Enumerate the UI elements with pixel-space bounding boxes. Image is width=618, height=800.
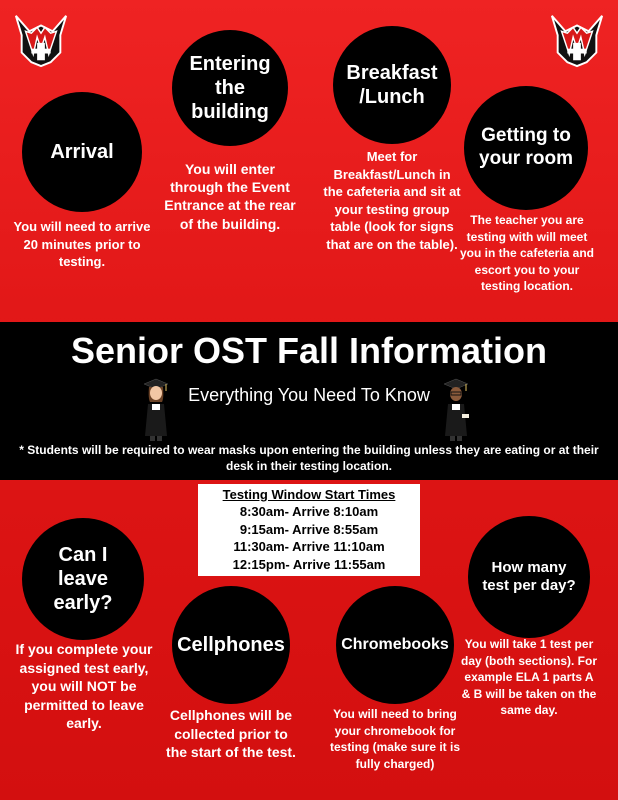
graduate-student-icon	[440, 376, 472, 442]
leave-early-text: If you complete your assigned test early, you will NOT be permitted to leave early.	[15, 641, 153, 732]
getting-to-room-text: The teacher you are testing with will meet you in the cafeteria and escort you to your testing location.	[459, 213, 595, 294]
testing-window-title: Testing Window Start Times	[222, 487, 396, 502]
mask-requirement-note: * Students will be required to wear masks upon entering the building unless they are eating or at their desk in their testing location.	[19, 443, 599, 474]
chromebooks-circle	[336, 586, 454, 704]
testing-time-row: 12:15pm- Arrive 11:55am	[232, 556, 386, 572]
hm-mascot-logo-icon	[12, 10, 70, 68]
cellphones-text: Cellphones will be collected prior to the start of the test.	[166, 707, 296, 761]
chromebooks-heading: Chromebooks	[341, 636, 449, 654]
getting-to-room-heading: Getting to your room	[479, 125, 573, 169]
breakfast-lunch-circle	[333, 26, 451, 144]
tests-per-day-heading: How many test per day?	[482, 559, 576, 594]
getting-to-room-circle	[464, 86, 588, 210]
entering-building-circle	[172, 30, 288, 146]
arrival-text: You will need to arrive 20 minutes prior to testing.	[13, 219, 151, 270]
leave-early-circle	[22, 518, 144, 640]
cellphones-circle	[172, 586, 290, 704]
page-subtitle: Everything You Need To Know	[188, 385, 430, 405]
hm-mascot-logo-icon	[548, 10, 606, 68]
chromebooks-text: You will need to bring your chromebook for testing (make sure it is fully charged)	[329, 707, 461, 771]
breakfast-lunch-text: Meet for Breakfast/Lunch in the cafeteria and sit at your testing group table (look for signs that are on the table).	[323, 149, 461, 252]
entering-building-text: You will enter through the Event Entrance at the rear of the building.	[164, 161, 296, 232]
leave-early-heading: Can I leave early?	[53, 544, 113, 614]
testing-window-box	[198, 484, 420, 576]
entering-building-heading: Entering the building	[189, 53, 271, 123]
tests-per-day-text: You will take 1 test per day (both sections). For example ELA 1 parts A & B will be taken on the same day.	[460, 637, 597, 718]
breakfast-lunch-heading: Breakfast /Lunch	[346, 62, 438, 108]
testing-time-row: 8:30am- Arrive 8:10am	[239, 504, 379, 519]
testing-time-row: 9:15am- Arrive 8:55am	[239, 521, 379, 537]
tests-per-day-circle	[468, 516, 590, 638]
testing-time-row: 11:30am- Arrive 11:10am	[233, 539, 385, 554]
graduate-student-icon	[140, 376, 172, 442]
cellphones-heading: Cellphones	[177, 634, 285, 656]
page-title: Senior OST Fall Information	[70, 330, 548, 371]
arrival-heading: Arrival	[50, 141, 114, 163]
arrival-circle	[22, 92, 142, 212]
